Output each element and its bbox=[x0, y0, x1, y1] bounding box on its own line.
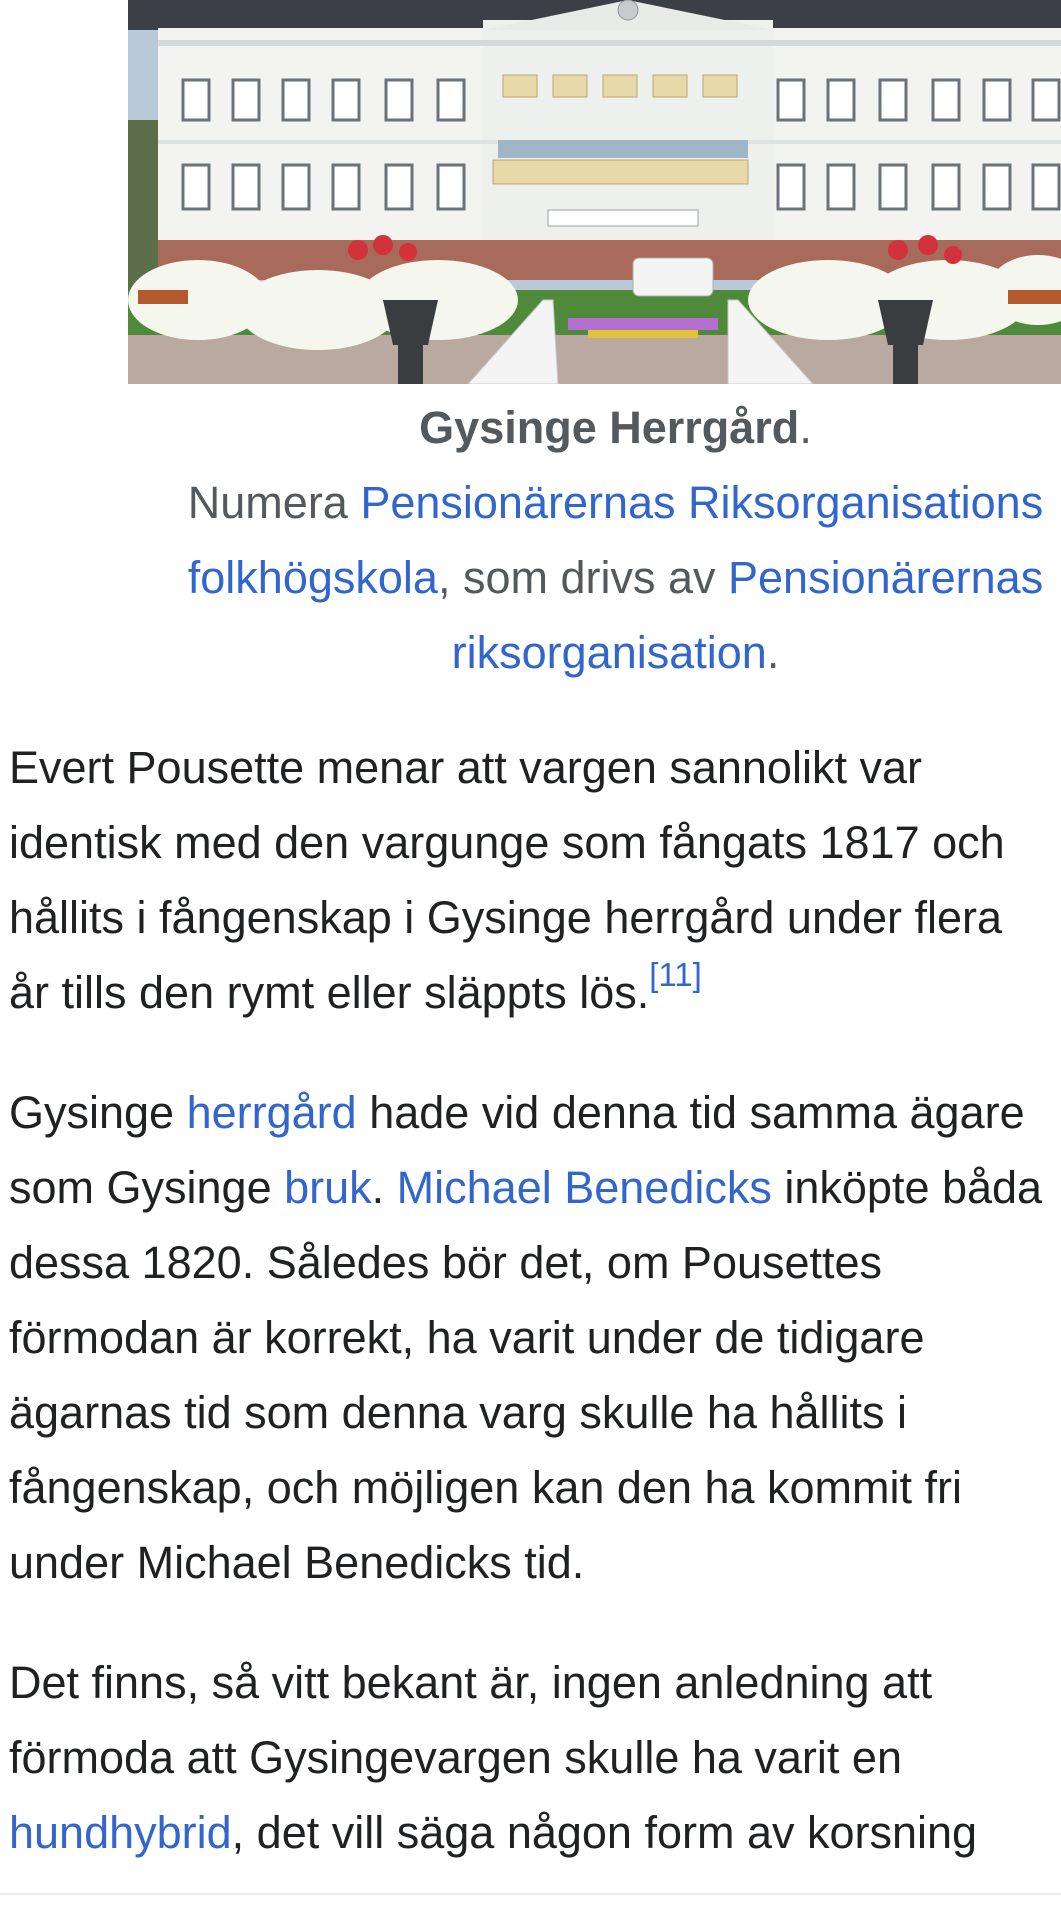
paragraph-2-text-1: Gysinge bbox=[9, 1087, 187, 1138]
link-pro-folkhogskola[interactable]: Pensionärernas Riksorganisations folkhögskola bbox=[187, 477, 1044, 603]
paragraph-1-text: Evert Pousette menar att vargen sannolikt var identisk med den vargunge som fångats 1817 och hållits i fångenskap i Gysinge herrgård under flera år tills den rymt eller släppts lös. bbox=[9, 742, 1005, 1018]
paragraph-2-text-4: inköpte båda dessa 1820. Således bör det, om Pousettes förmodan är korrekt, ha varit under de tidigare ägarnas tid som denna varg skulle ha hållits i fångenskap, och möjligen kan den ha kommit fri under Michael Benedicks tid. bbox=[9, 1162, 1043, 1588]
link-michael-benedicks[interactable]: Michael Benedicks bbox=[396, 1162, 772, 1213]
paragraph-2-text-3: . bbox=[371, 1162, 397, 1213]
caption-middle: , som drivs av bbox=[437, 552, 729, 603]
manor-photo[interactable] bbox=[128, 0, 1061, 384]
caption-title: Gysinge Herrgård bbox=[419, 402, 800, 453]
paragraph-3 bbox=[9, 1645, 1049, 1870]
paragraph-3-text-2: , det vill säga någon form av korsning bbox=[231, 1807, 978, 1858]
caption-description bbox=[170, 465, 1061, 690]
caption-title-line bbox=[170, 390, 1061, 465]
paragraph-1 bbox=[9, 730, 1049, 1030]
caption-end: . bbox=[766, 627, 780, 678]
paragraph-2-text-2: hade vid denna tid samma ägare som Gysinge bbox=[9, 1087, 1025, 1213]
figure-caption bbox=[170, 390, 1061, 690]
link-hundhybrid[interactable]: hundhybrid bbox=[9, 1807, 232, 1858]
caption-prefix: Numera bbox=[187, 477, 361, 528]
article-body bbox=[9, 730, 1049, 1915]
link-bruk[interactable]: bruk bbox=[284, 1162, 372, 1213]
link-herrgard[interactable]: herrgård bbox=[186, 1087, 357, 1138]
reference-11[interactable]: [11] bbox=[649, 956, 702, 993]
link-pensionarernas-riksorganisation[interactable]: Pensionärernas riksorganisation bbox=[451, 552, 1044, 678]
bottom-divider bbox=[0, 1893, 1061, 1895]
paragraph-3-text-1: Det finns, så vitt bekant är, ingen anledning att förmoda att Gysingevargen skulle ha varit en bbox=[9, 1657, 933, 1783]
caption-title-end: . bbox=[799, 402, 812, 453]
paragraph-2 bbox=[9, 1075, 1049, 1600]
